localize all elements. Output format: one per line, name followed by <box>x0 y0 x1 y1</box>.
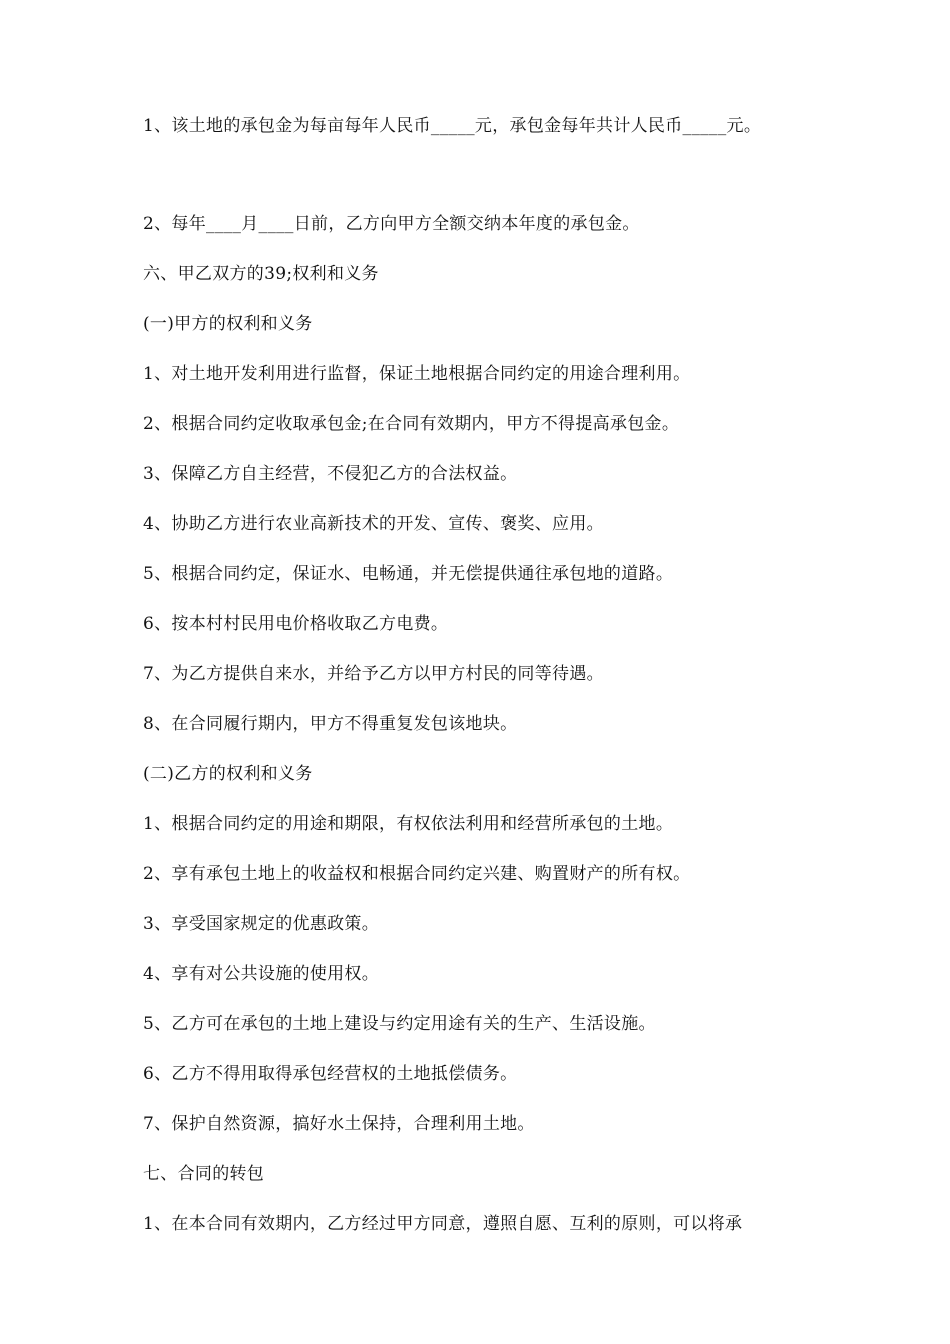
party-b-clause-4: 4、享有对公共设施的使用权。 <box>143 964 380 984</box>
party-a-clause-3: 3、保障乙方自主经营，不侵犯乙方的合法权益。 <box>143 464 518 484</box>
section-heading-rights-duties: 六、甲乙双方的39;权利和义务 <box>143 264 379 284</box>
payment-clause-2: 2、每年____月____日前，乙方向甲方全额交纳本年度的承包金。 <box>143 214 640 234</box>
party-b-clause-6: 6、乙方不得用取得承包经营权的土地抵偿债务。 <box>143 1064 518 1084</box>
party-a-clause-8: 8、在合同履行期内，甲方不得重复发包该地块。 <box>143 714 518 734</box>
party-b-clause-5: 5、乙方可在承包的土地上建设与约定用途有关的生产、生活设施。 <box>143 1014 656 1034</box>
party-a-clause-5: 5、根据合同约定，保证水、电畅通，并无偿提供通往承包地的道路。 <box>143 564 674 584</box>
section-heading-subcontracting: 七、合同的转包 <box>143 1164 265 1184</box>
party-b-clause-3: 3、享受国家规定的优惠政策。 <box>143 914 380 934</box>
subsection-heading-party-a: (一)甲方的权利和义务 <box>143 314 313 334</box>
party-a-clause-6: 6、按本村村民用电价格收取乙方电费。 <box>143 614 449 634</box>
party-b-clause-2: 2、享有承包土地上的收益权和根据合同约定兴建、购置财产的所有权。 <box>143 864 691 884</box>
subcontracting-clause-1: 1、在本合同有效期内，乙方经过甲方同意，遵照自愿、互利的原则，可以将承 <box>143 1214 743 1234</box>
party-b-clause-1: 1、根据合同约定的用途和期限，有权依法利用和经营所承包的土地。 <box>143 814 674 834</box>
subsection-heading-party-b: (二)乙方的权利和义务 <box>143 764 313 784</box>
party-a-clause-4: 4、协助乙方进行农业高新技术的开发、宣传、褒奖、应用。 <box>143 514 604 534</box>
payment-clause-1: 1、该土地的承包金为每亩每年人民币_____元，承包金每年共计人民币_____元。 <box>143 116 762 136</box>
party-a-clause-2: 2、根据合同约定收取承包金;在合同有效期内，甲方不得提高承包金。 <box>143 414 680 434</box>
party-a-clause-1: 1、对土地开发利用进行监督，保证土地根据合同约定的用途合理利用。 <box>143 364 691 384</box>
party-b-clause-7: 7、保护自然资源，搞好水土保持，合理利用土地。 <box>143 1114 535 1134</box>
party-a-clause-7: 7、为乙方提供自来水，并给予乙方以甲方村民的同等待遇。 <box>143 664 604 684</box>
